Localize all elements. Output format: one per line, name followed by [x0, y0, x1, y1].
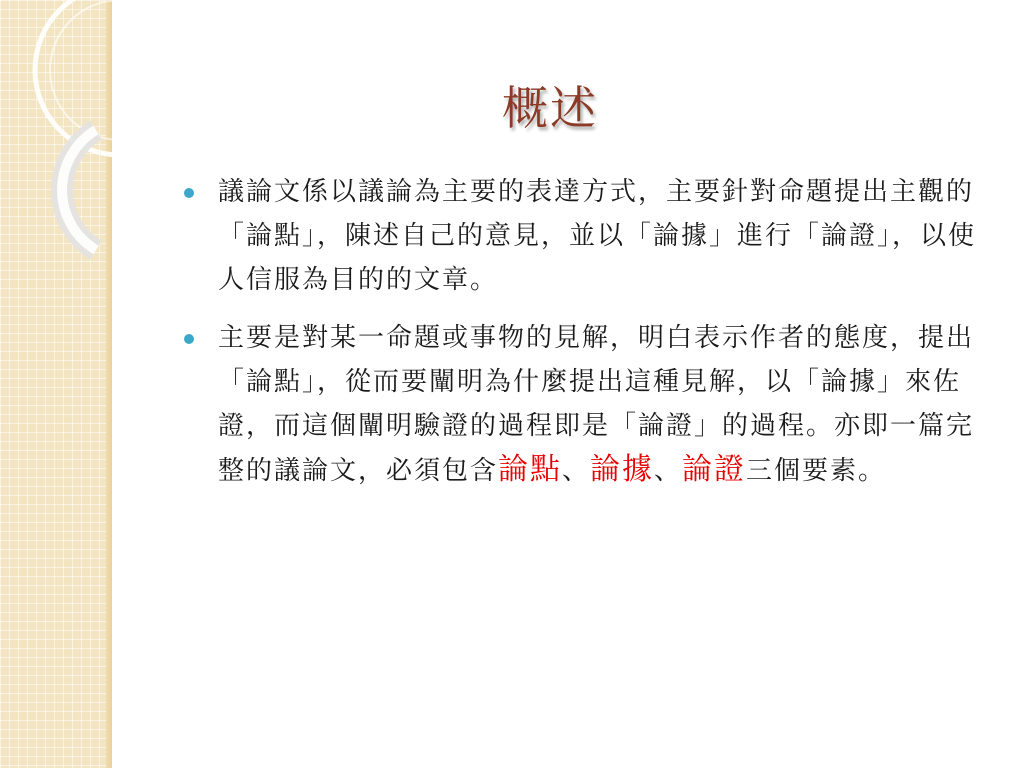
bullet-item-2: [178, 316, 998, 493]
separator: 、: [654, 456, 683, 486]
separator: 、: [562, 456, 591, 486]
keyword-argument-point: 論點: [498, 452, 563, 487]
bullet-dot-icon: [184, 188, 194, 198]
keyword-evidence: 論據: [590, 452, 655, 487]
decorative-rings: [0, 0, 200, 300]
bullet-text: 議論文係以議論為主要的表達方式，主要針對命題提出主觀的「論點」，陳述自己的意見，並以「論據」進行「論證」，以使人信服為目的的文章。: [218, 177, 977, 295]
slide-content: [178, 170, 998, 507]
bullet-text-end: 三個要素。: [746, 456, 887, 486]
bullet-dot-icon: [184, 334, 194, 344]
bullet-text: 主要是對某一命題或事物的見解，明白表示作者的態度，提出「論點」，從而要闡明為什麼提出這種見解，以「論據」來佐證，而這個闡明驗證的過程即是「論證」的過程。亦即一篇完整的議論文，必須包含: [218, 323, 975, 486]
bullet-item-1: [178, 170, 998, 302]
slide-title: 概述: [502, 81, 598, 135]
keyword-argumentation: 論證: [682, 452, 747, 487]
